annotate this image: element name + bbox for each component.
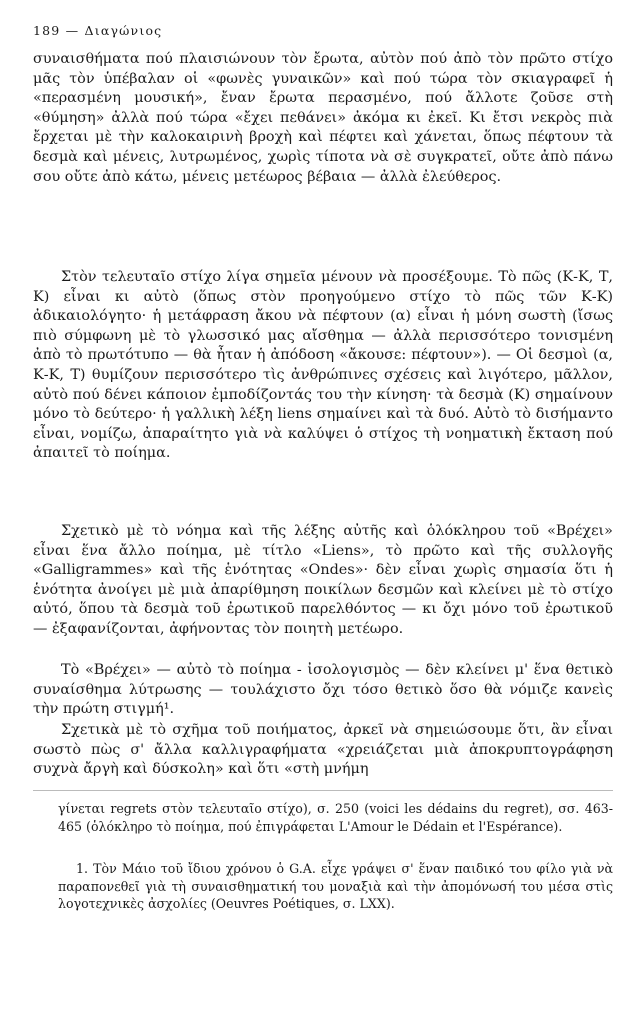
paragraph-5-text: Σχετικὰ μὲ τὸ σχῆμα τοῦ ποιήματος, ἀρκεῖ νὰ σημειώσουμε ὅτι, ἂν εἶναι σωστὸ πὼς σ' ἄλλα καλλιγραφήματα «χρειάζεται μιὰ ἀποκρυπτογράφηση συχνὰ ἄργὴ καὶ δύσκολη» καὶ ὅτι «στὴ μνήμη xyxy=(33,722,613,778)
paragraph-4 xyxy=(33,661,613,720)
paragraph-3-text: Σχετικὸ μὲ τὸ νόημα καὶ τῆς λέξης αὐτῆς καὶ ὁλόκληρου τοῦ «Βρέχει» εἶναι ἕνα ἄλλο ποίημα, μὲ τίτλο «Liens», τὸ πρῶτο καὶ τῆς συλλογῆς «Galligrammes» καὶ τῆς ἑνότητας «Ondes»· δὲν εἶναι χωρὶς σημασία ὅτι ἡ ἑνότητα ἀνοίγει μὲ μιὰ ἀπαρίθμηση ποικίλων δεσμῶν καὶ κλείνει μὲ τὸ στίχο αὐτό, ὅπου τὰ δεσμὰ τοῦ ἐρωτικοῦ παρελθόντος — κι ὄχι μόνο τοῦ ἐρωτικοῦ — ἐξαφανίζονται, ἀφήνοντας τὸν ποιητὴ μετέωρο. xyxy=(33,523,613,637)
paragraph-2 xyxy=(33,268,613,464)
paragraph-1-text: συναισθήματα πού πλαισιώνουν τὸν ἔρωτα, αὐτὸν πού ἀπὸ τὸν πρῶτο στίχο μᾶς τὸν ὑπέβαλαν οἱ «φωνὲς γυναικῶν» καὶ πού τώρα τὸν σκιαγραφεῖ ἡ «περασμένη μουσική», ἔναν ἔρωτα περασμένο, πού ἄλλοτε ζοῦσε στὴ «θύμηση» ἀλλὰ πού τώρα «ἔχει πεθάνει» ἀκόμα κι ἐκεῖ. Κι ἔτσι νεκρὸς πιὰ ἔρχεται μὲ τὴν καλοκαιρινὴ βροχὴ καὶ πέφτει καὶ χάνεται, ὅπως πέφτουν τὰ δεσμὰ καὶ μένεις, λυτρωμένος, χωρὶς τίποτα νὰ σὲ συγκρατεῖ, οὔτε ἀπὸ πάνω σου οὔτε ἀπὸ κάτω, μένεις μετέωρος βέβαια — ἀλλὰ ἐλεύθερος. xyxy=(33,51,613,185)
paragraph-5 xyxy=(33,721,613,780)
footnote-divider xyxy=(33,790,613,791)
paragraph-3 xyxy=(33,522,613,640)
running-head: 189 — Διαγώνιος xyxy=(33,23,163,38)
paragraph-4-text: Τὸ «Βρέχει» — αὐτὸ τὸ ποίημα - ἰσολογισμὸς — δὲν κλείνει μ' ἕνα θετικὸ συναίσθημα λύτρωσης — τουλάχιστο ὄχι τόσο θετικὸ ὅσο θὰ νόμιζε κανεὶς τὴν πρώτη στιγμή¹. xyxy=(33,662,613,718)
paragraph-2-text: Στὸν τελευταῖο στίχο λίγα σημεῖα μένουν νὰ προσέξουμε. Τὸ πῶς (Κ-Κ, Τ, Κ) εἶναι κι αὐτὸ (ὅπως στὸν προηγούμενο στίχο τὸ πῶς τῶν Κ-Κ) ἀδικαιολόγητο· ἡ μετάφραση ἄκου νὰ πέφτουν (α) εἶναι ἡ μόνη σωστὴ (ἴσως πιὸ σύμφωνη μὲ τὸ γλωσσικό μας αἴσθημα — ἀλλὰ περισσότερο τονισμένη ἀπὸ τὸ πρωτότυπο — θὰ ἦταν ἡ ἀπόδοση «ἄκουσε: πέφτουν»). — Οἱ δεσμοὶ (α, Κ-Κ, Τ) θυμίζουν περισσότερο τὶς ἀνθρώπινες σχέσεις καὶ λιγότερο, μᾶλλον, αὐτὸ πού δένει κάποιον ἐμποδίζοντάς του τὴν κίνηση· τὰ δεσμὰ (Κ) σημαίνουν μόνο τὸ δεύτερο· ἡ γαλλικὴ λέξη liens σημαίνει καὶ τὰ δυό. Αὐτὸ τὸ δισήμαντο εἶναι, νομίζω, ἀπαραίτητο γιὰ νὰ καλύψει ὁ στίχος τὴ νοηματικὴ ἔκταση πού ἀπαιτεῖ τὸ ποίημα. xyxy=(33,269,613,462)
paragraph-1 xyxy=(33,50,613,187)
footnote-continuation: γίνεται regrets στὸν τελευταῖο στίχο), σ. 250 (voici les dédains du regret), σσ. 463-465 (ὁλόκληρο τὸ ποίημα, πού ἐπιγράφεται L'Amour le Dédain et l'Espérance). xyxy=(58,801,613,834)
footnote-1: 1. Τὸν Μάιο τοῦ ἴδιου χρόνου ὁ G.A. εἶχε γράψει σ' ἕναν παιδικό του φίλο γιὰ νὰ παραπονεθεῖ γιὰ τὴ συναισθηματική του μοναξιὰ καὶ τὴν ἀπομόνωσή του μέσα στὶς λογοτεχνικὲς ἀσχολίες (Oeuvres Poétiques, σ. LXX). xyxy=(58,861,613,912)
